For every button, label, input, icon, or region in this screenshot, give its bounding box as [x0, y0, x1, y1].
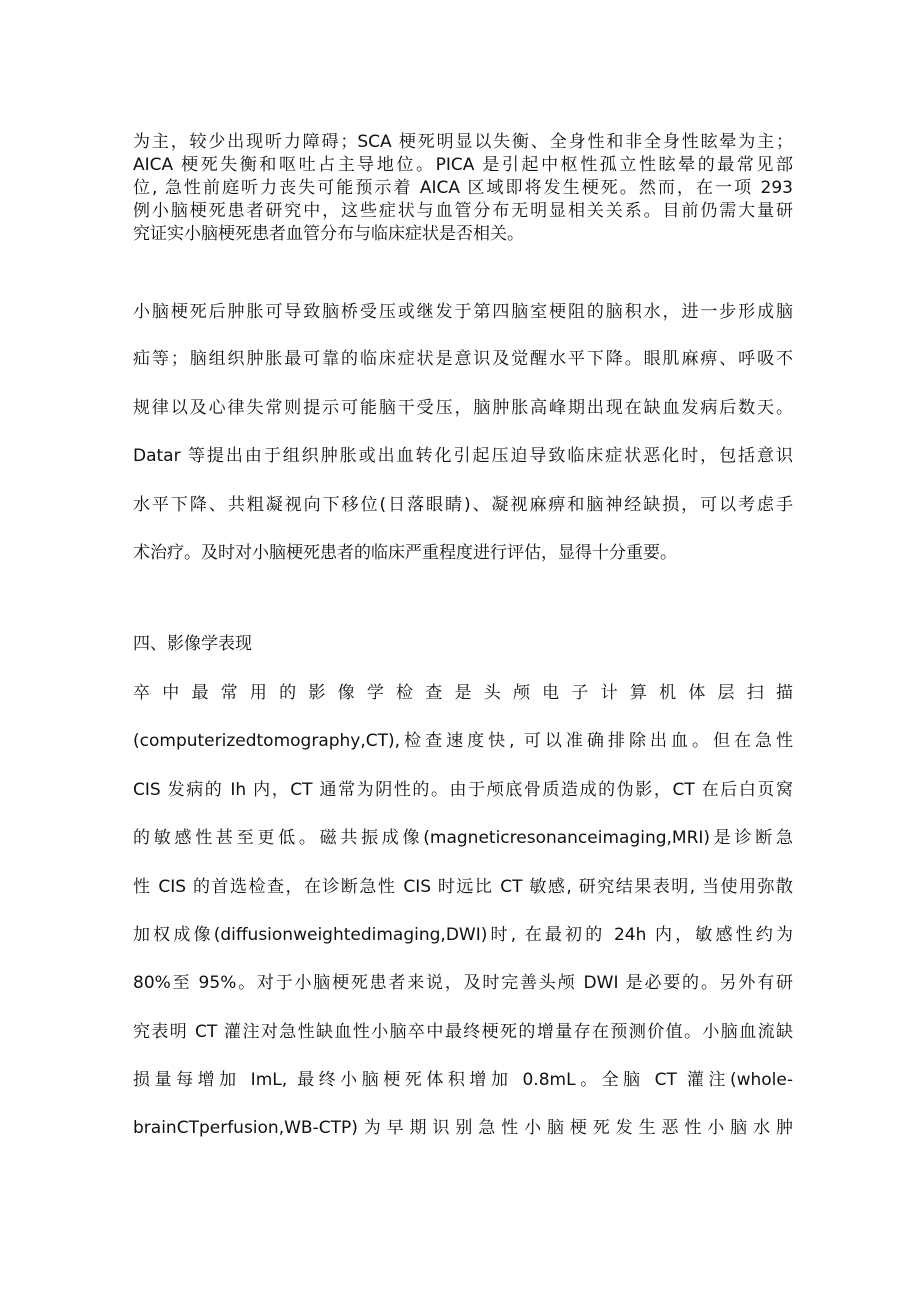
paragraph2-line-2: 疝等；脑组织肿胀最可靠的临床症状是意识及觉醒水平下降。眼肌麻痹、呼吸不	[133, 349, 793, 369]
paragraph2-line-4: Datar 等提出由于组织肿胀或出血转化引起压迫导致临床症状恶化时，包括意识	[133, 446, 793, 466]
paragraph3-line-3: CIS 发病的 Ih 内，CT 通常为阴性的。由于颅底骨质造成的伪影，CT 在后白页窝	[133, 780, 793, 800]
paragraph3-line-10: brainCTperfusion,WB-CTP)为早期识别急性小脑梗死发生恶性小脑水肿	[133, 1118, 793, 1138]
paragraph2-line-3: 规律以及心律失常则提示可能脑干受压，脑肿胀高峰期出现在缺血发病后数天。	[133, 398, 793, 418]
paragraph3-line-6: 加权成像(diffusionweightedimaging,DWI)时, 在最初的 24h 内，敏感性约为	[133, 925, 793, 945]
paragraph3-line-5: 性 CIS 的首选检查，在诊断急性 CIS 时远比 CT 敏感, 研究结果表明, 当使用弥散	[133, 877, 793, 897]
paragraph3-line-1: 卒中最常用的影像学检查是头颅电子计算机体层扫描	[133, 683, 793, 703]
section-heading: 四、影像学表现	[133, 634, 252, 654]
paragraph3-line-9: 损量每增加 ImL, 最终小脑梗死体积增加 0.8mL。全脑 CT 灌注(whole-	[133, 1070, 793, 1090]
paragraph1-line-3: 位, 急性前庭听力丧失可能预示着 AICA 区域即将发生梗死。然而，在一项 293	[133, 178, 793, 198]
paragraph1-line-4: 例小脑梗死患者研究中，这些症状与血管分布无明显相关关系。目前仍需大量研	[133, 201, 793, 221]
paragraph1-line-5: 究证实小脑梗死患者血管分布与临床症状是否相关。	[133, 224, 524, 244]
paragraph1-line-2: AICA 梗死失衡和呕吐占主导地位。PICA 是引起中枢性孤立性眩晕的最常见部	[133, 155, 793, 175]
paragraph3-line-4: 的敏感性甚至更低。磁共振成像(magneticresonanceimaging,MRI)是诊断急	[133, 828, 793, 848]
paragraph2-line-6: 术治疗。及时对小脑梗死患者的临床严重程度进行评估，显得十分重要。	[133, 543, 677, 563]
paragraph3-line-7: 80%至 95%。对于小脑梗死患者来说，及时完善头颅 DWI 是必要的。另外有研	[133, 973, 793, 993]
paragraph3-line-2: (computerizedtomography,CT),检查速度快, 可以准确排除出血。但在急性	[133, 731, 793, 751]
paragraph1-line-1: 为主，较少出现听力障碍；SCA 梗死明显以失衡、全身性和非全身性眩晕为主；	[133, 132, 793, 152]
paragraph3-line-8: 究表明 CT 灌注对急性缺血性小脑卒中最终梗死的增量存在预测价值。小脑血流缺	[133, 1022, 793, 1042]
paragraph2-line-5: 水平下降、共粗凝视向下移位(日落眼睛)、凝视麻痹和脑神经缺损，可以考虑手	[133, 495, 793, 515]
paragraph2-line-1: 小脑梗死后肿胀可导致脑桥受压或继发于第四脑室梗阻的脑积水，进一步形成脑	[133, 302, 793, 322]
